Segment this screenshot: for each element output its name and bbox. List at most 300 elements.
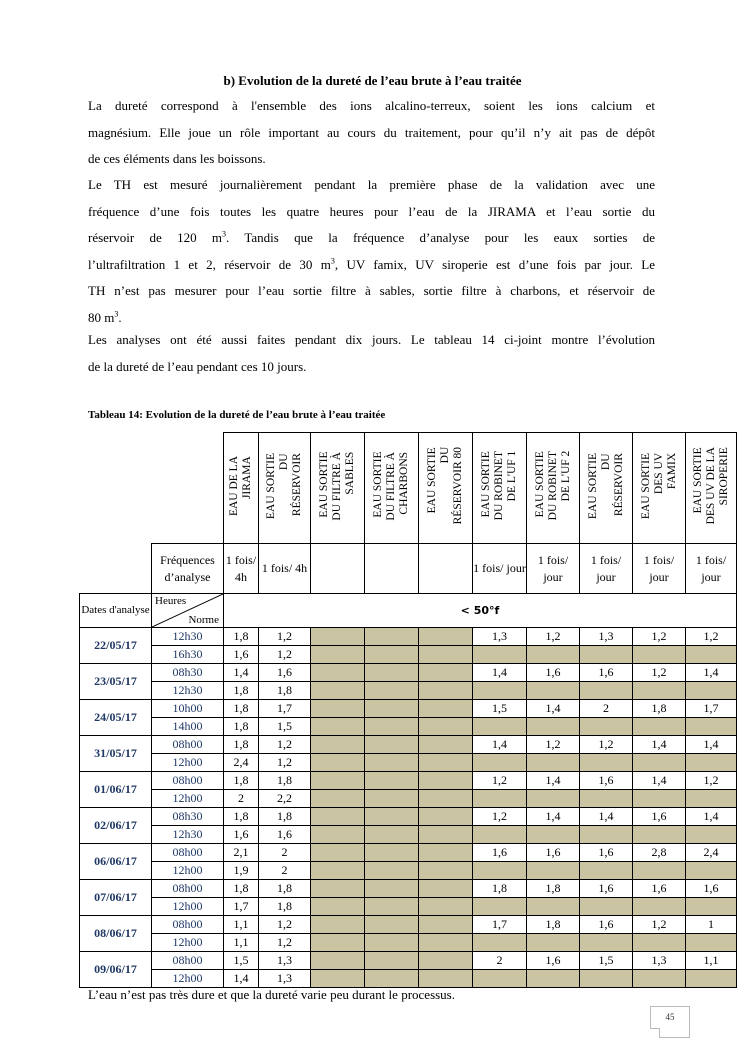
- paragraph-1: [88, 93, 655, 173]
- shaded-cell: [633, 898, 686, 916]
- value-cell: 1,2: [633, 628, 686, 646]
- shaded-cell: [365, 754, 419, 772]
- date-cell: 22/05/17: [80, 628, 152, 664]
- value-cell: 1,1: [224, 916, 259, 934]
- value-cell: 1,2: [633, 916, 686, 934]
- value-cell: 1,2: [527, 736, 580, 754]
- shaded-cell: [633, 754, 686, 772]
- shaded-cell: [365, 952, 419, 970]
- value-cell: 2,4: [686, 844, 737, 862]
- shaded-cell: [365, 826, 419, 844]
- value-cell: 1,7: [259, 700, 311, 718]
- value-cell: 1,6: [580, 880, 633, 898]
- value-cell: 1,6: [686, 880, 737, 898]
- shaded-cell: [311, 700, 365, 718]
- shaded-cell: [365, 880, 419, 898]
- shaded-cell: [419, 934, 473, 952]
- column-header-label: EAU SORTIE DU RÉSERVOIR 80: [426, 447, 464, 525]
- shaded-cell: [633, 934, 686, 952]
- hour-cell: 12h00: [152, 970, 224, 988]
- column-header: [224, 433, 259, 544]
- value-cell: 1,4: [686, 736, 737, 754]
- shaded-cell: [580, 718, 633, 736]
- hour-cell: 12h00: [152, 934, 224, 952]
- shaded-cell: [580, 754, 633, 772]
- table-row: [80, 844, 737, 862]
- shaded-cell: [527, 826, 580, 844]
- shaded-cell: [686, 934, 737, 952]
- value-cell: 1,8: [259, 898, 311, 916]
- table-row: [80, 718, 737, 736]
- shaded-cell: [419, 754, 473, 772]
- shaded-cell: [419, 700, 473, 718]
- table-row: [80, 970, 737, 988]
- shaded-cell: [580, 790, 633, 808]
- frequency-cell: 1 fois/ jour: [527, 544, 580, 594]
- hour-cell: 08h00: [152, 844, 224, 862]
- hour-cell: 12h30: [152, 682, 224, 700]
- shaded-cell: [419, 628, 473, 646]
- column-header-label: EAU DE LA JIRAMA: [228, 455, 253, 517]
- value-cell: 1,8: [224, 628, 259, 646]
- value-cell: 1,5: [580, 952, 633, 970]
- shaded-cell: [473, 790, 527, 808]
- value-cell: 1,8: [224, 772, 259, 790]
- shaded-cell: [580, 898, 633, 916]
- value-cell: 1,2: [580, 736, 633, 754]
- shaded-cell: [633, 646, 686, 664]
- value-cell: 1,2: [527, 628, 580, 646]
- value-cell: 1,2: [633, 664, 686, 682]
- hour-cell: 08h00: [152, 916, 224, 934]
- value-cell: 1,8: [224, 718, 259, 736]
- value-cell: 1,4: [633, 772, 686, 790]
- text-line: La dureté correspond à l'ensemble des ions alcalino-terreux, soient les ions calcium et: [88, 98, 655, 113]
- shaded-cell: [527, 682, 580, 700]
- value-cell: 1,6: [633, 880, 686, 898]
- value-cell: 1,6: [224, 826, 259, 844]
- shaded-cell: [473, 970, 527, 988]
- shaded-cell: [365, 682, 419, 700]
- shaded-cell: [311, 790, 365, 808]
- date-cell: 06/06/17: [80, 844, 152, 880]
- date-cell: 23/05/17: [80, 664, 152, 700]
- hour-cell: 08h00: [152, 772, 224, 790]
- text-line: Le TH est mesuré journalièrement pendant la première phase de la validation avec une: [88, 177, 655, 192]
- shaded-cell: [633, 682, 686, 700]
- table-row: [80, 646, 737, 664]
- shaded-cell: [311, 934, 365, 952]
- value-cell: 1,2: [259, 628, 311, 646]
- column-header-label: EAU SORTIE DU ROBINET DE L'UF 2: [533, 451, 572, 521]
- hour-cell: 12h30: [152, 826, 224, 844]
- value-cell: 1,8: [473, 880, 527, 898]
- value-cell: 1,1: [686, 952, 737, 970]
- frequency-cell: 1 fois/ 4h: [224, 544, 259, 594]
- value-cell: 1,8: [259, 808, 311, 826]
- value-cell: 1,9: [224, 862, 259, 880]
- date-cell: 09/06/17: [80, 952, 152, 988]
- hour-cell: 08h30: [152, 664, 224, 682]
- value-cell: 1,8: [259, 772, 311, 790]
- heures-label: Heures: [155, 595, 187, 607]
- value-cell: 1,2: [259, 736, 311, 754]
- table-row: [80, 808, 737, 826]
- dates-header: Dates d'analyse: [80, 594, 152, 628]
- shaded-cell: [311, 772, 365, 790]
- frequency-cell: 1 fois/ jour: [580, 544, 633, 594]
- shaded-cell: [365, 970, 419, 988]
- shaded-cell: [527, 898, 580, 916]
- value-cell: 1,5: [473, 700, 527, 718]
- text-line: TH n’est pas mesurer pour l’eau sortie filtre à sables, sortie filtre à charbons, et réservoir de: [88, 283, 655, 298]
- shaded-cell: [473, 718, 527, 736]
- value-cell: 1,6: [259, 826, 311, 844]
- shaded-cell: [365, 934, 419, 952]
- shaded-cell: [365, 718, 419, 736]
- value-cell: 2: [259, 862, 311, 880]
- table-row: [80, 916, 737, 934]
- text-line: 80 $m^3$.: [88, 309, 122, 325]
- column-header: [419, 433, 473, 544]
- shaded-cell: [311, 916, 365, 934]
- value-cell: 1,8: [259, 880, 311, 898]
- table-row: [80, 790, 737, 808]
- shaded-cell: [419, 898, 473, 916]
- shaded-cell: [311, 808, 365, 826]
- empty-cell: [80, 544, 152, 594]
- column-header-label: EAU SORTIE DES UV DE LA SIROPERIE: [691, 447, 730, 525]
- date-cell: 24/05/17: [80, 700, 152, 736]
- column-header: [259, 433, 311, 544]
- value-cell: 1,8: [527, 916, 580, 934]
- shaded-cell: [311, 736, 365, 754]
- column-header: [686, 433, 737, 544]
- value-cell: 2,4: [224, 754, 259, 772]
- shaded-cell: [419, 826, 473, 844]
- value-cell: 2: [473, 952, 527, 970]
- frequency-cell: [419, 544, 473, 594]
- hour-cell: 10h00: [152, 700, 224, 718]
- column-header-label: EAU SORTIE DU ROBINET DE L'UF 1: [480, 451, 518, 521]
- value-cell: 1,2: [473, 772, 527, 790]
- value-cell: 1,2: [259, 754, 311, 772]
- shaded-cell: [419, 736, 473, 754]
- shaded-cell: [311, 646, 365, 664]
- value-cell: 1,8: [224, 736, 259, 754]
- hardness-table: [79, 432, 737, 988]
- table-caption: Tableau 14: Evolution de la dureté de l’eau brute à l’eau traitée: [88, 409, 386, 421]
- shaded-cell: [365, 790, 419, 808]
- hour-cell: 12h00: [152, 862, 224, 880]
- shaded-cell: [686, 862, 737, 880]
- shaded-cell: [633, 970, 686, 988]
- column-header: [365, 433, 419, 544]
- value-cell: 1,4: [633, 736, 686, 754]
- value-cell: 1,3: [580, 628, 633, 646]
- shaded-cell: [527, 646, 580, 664]
- shaded-cell: [580, 646, 633, 664]
- hour-cell: 08h00: [152, 952, 224, 970]
- value-cell: 1,5: [224, 952, 259, 970]
- value-cell: 2,2: [259, 790, 311, 808]
- shaded-cell: [311, 898, 365, 916]
- hour-cell: 12h00: [152, 754, 224, 772]
- value-cell: 1,8: [259, 682, 311, 700]
- table-row: [80, 898, 737, 916]
- shaded-cell: [365, 664, 419, 682]
- value-cell: 1,3: [259, 970, 311, 988]
- paragraph-3: [88, 327, 655, 380]
- shaded-cell: [311, 880, 365, 898]
- shaded-cell: [527, 862, 580, 880]
- hour-cell: 08h30: [152, 808, 224, 826]
- shaded-cell: [527, 754, 580, 772]
- shaded-cell: [419, 808, 473, 826]
- shaded-cell: [633, 826, 686, 844]
- value-cell: 1,6: [224, 646, 259, 664]
- shaded-cell: [473, 646, 527, 664]
- value-cell: 1,8: [224, 700, 259, 718]
- shaded-cell: [580, 934, 633, 952]
- shaded-cell: [686, 790, 737, 808]
- shaded-cell: [473, 826, 527, 844]
- value-cell: 1,4: [527, 772, 580, 790]
- column-header: [473, 433, 527, 544]
- text-line: Les analyses ont été aussi faites pendant dix jours. Le tableau 14 ci-joint montre l’évolution: [88, 332, 655, 347]
- value-cell: 1,4: [527, 700, 580, 718]
- shaded-cell: [633, 790, 686, 808]
- shaded-cell: [311, 970, 365, 988]
- shaded-cell: [419, 916, 473, 934]
- value-cell: 1,4: [224, 970, 259, 988]
- value-cell: 2: [224, 790, 259, 808]
- date-cell: 07/06/17: [80, 880, 152, 916]
- frequency-cell: 1 fois/ jour: [633, 544, 686, 594]
- frequency-row: [80, 544, 737, 594]
- column-header: [311, 433, 365, 544]
- value-cell: 1,6: [580, 844, 633, 862]
- value-cell: 1,4: [224, 664, 259, 682]
- value-cell: 1,4: [686, 808, 737, 826]
- text-line: de ces éléments dans les boissons.: [88, 151, 266, 166]
- shaded-cell: [365, 736, 419, 754]
- shaded-cell: [686, 718, 737, 736]
- shaded-cell: [365, 916, 419, 934]
- value-cell: 1,6: [633, 808, 686, 826]
- shaded-cell: [419, 844, 473, 862]
- value-cell: 1,6: [580, 916, 633, 934]
- norm-value: < 50°f: [224, 594, 737, 628]
- value-cell: 2,1: [224, 844, 259, 862]
- column-header-label: EAU SORTIE DU FILTRE À SABLES: [318, 451, 356, 521]
- shaded-cell: [419, 772, 473, 790]
- value-cell: 1,3: [633, 952, 686, 970]
- shaded-cell: [365, 628, 419, 646]
- shaded-cell: [311, 826, 365, 844]
- shaded-cell: [527, 790, 580, 808]
- shaded-cell: [473, 934, 527, 952]
- value-cell: 1: [686, 916, 737, 934]
- value-cell: 1,7: [473, 916, 527, 934]
- shaded-cell: [686, 826, 737, 844]
- frequency-cell: [365, 544, 419, 594]
- shaded-cell: [527, 718, 580, 736]
- shaded-cell: [419, 970, 473, 988]
- column-header: [527, 433, 580, 544]
- table-row: [80, 664, 737, 682]
- text-line: l’ultrafiltration 1 et 2, réservoir de 30 $m^3$, UV famix, UV siroperie est d’une fois par jour. Le: [88, 256, 655, 272]
- norm-row: [80, 594, 737, 628]
- shaded-cell: [311, 682, 365, 700]
- value-cell: 1,6: [473, 844, 527, 862]
- value-cell: 1,6: [580, 664, 633, 682]
- value-cell: 1,3: [259, 952, 311, 970]
- value-cell: 1,8: [224, 880, 259, 898]
- table-row: [80, 826, 737, 844]
- date-cell: 01/06/17: [80, 772, 152, 808]
- table-row: [80, 628, 737, 646]
- shaded-cell: [311, 628, 365, 646]
- shaded-cell: [419, 790, 473, 808]
- column-header-label: EAU SORTIE DU RÉSERVOIR: [586, 452, 625, 520]
- table-row: [80, 772, 737, 790]
- shaded-cell: [365, 844, 419, 862]
- shaded-cell: [580, 682, 633, 700]
- shaded-cell: [311, 952, 365, 970]
- hour-cell: 12h00: [152, 790, 224, 808]
- value-cell: 1,4: [473, 736, 527, 754]
- hour-cell: 14h00: [152, 718, 224, 736]
- shaded-cell: [527, 934, 580, 952]
- empty-corner: [80, 433, 224, 544]
- shaded-cell: [633, 862, 686, 880]
- shaded-cell: [419, 718, 473, 736]
- frequency-cell: 1 fois/ jour: [686, 544, 737, 594]
- table-row: [80, 682, 737, 700]
- shaded-cell: [311, 718, 365, 736]
- shaded-cell: [419, 664, 473, 682]
- value-cell: 2: [580, 700, 633, 718]
- table-row: [80, 934, 737, 952]
- text-line: fréquence d’une fois toutes les quatre heures pour l’eau de la JIRAMA et l’eau sortie du: [88, 203, 655, 219]
- shaded-cell: [365, 646, 419, 664]
- shaded-cell: [311, 664, 365, 682]
- shaded-cell: [419, 682, 473, 700]
- column-header-label: EAU SORTIE DU FILTRE À CHARBONS: [372, 451, 410, 521]
- value-cell: 1,8: [633, 700, 686, 718]
- value-cell: 1,2: [473, 808, 527, 826]
- value-cell: 1,2: [686, 772, 737, 790]
- shaded-cell: [311, 754, 365, 772]
- shaded-cell: [419, 646, 473, 664]
- shaded-cell: [527, 970, 580, 988]
- shaded-cell: [419, 862, 473, 880]
- table-row: [80, 862, 737, 880]
- frequency-cell: [311, 544, 365, 594]
- value-cell: 1,8: [527, 880, 580, 898]
- value-cell: 1,6: [527, 952, 580, 970]
- value-cell: 1,8: [224, 808, 259, 826]
- value-cell: 1,2: [259, 934, 311, 952]
- table-row: [80, 880, 737, 898]
- hour-cell: 08h00: [152, 736, 224, 754]
- hour-cell: 08h00: [152, 880, 224, 898]
- closing-text: L’eau n’est pas très dure et que la dureté varie peu durant le processus.: [88, 987, 455, 1002]
- frequency-cell: 1 fois/ jour: [473, 544, 527, 594]
- value-cell: 1,8: [224, 682, 259, 700]
- shaded-cell: [686, 754, 737, 772]
- shaded-cell: [633, 718, 686, 736]
- column-header-label: EAU SORTIE DU RÉSERVOIR: [265, 452, 303, 520]
- date-cell: 02/06/17: [80, 808, 152, 844]
- value-cell: 1,2: [259, 646, 311, 664]
- section-title: b) Evolution de la dureté de l’eau brute à l’eau traitée: [223, 73, 522, 88]
- shaded-cell: [365, 898, 419, 916]
- value-cell: 1,1: [224, 934, 259, 952]
- shaded-cell: [473, 898, 527, 916]
- shaded-cell: [311, 862, 365, 880]
- table-row: [80, 754, 737, 772]
- shaded-cell: [473, 682, 527, 700]
- shaded-cell: [473, 754, 527, 772]
- hour-cell: 16h30: [152, 646, 224, 664]
- column-header-label: EAU SORTIE DES UV FAMIX: [639, 452, 678, 520]
- shaded-cell: [686, 970, 737, 988]
- shaded-cell: [419, 952, 473, 970]
- value-cell: 1,4: [527, 808, 580, 826]
- date-cell: 08/06/17: [80, 916, 152, 952]
- header-row: [80, 433, 737, 544]
- value-cell: 1,7: [686, 700, 737, 718]
- paragraph-2: [88, 172, 655, 331]
- hour-cell: 12h00: [152, 898, 224, 916]
- shaded-cell: [311, 844, 365, 862]
- table-row: [80, 700, 737, 718]
- hour-cell: 12h30: [152, 628, 224, 646]
- shaded-cell: [473, 862, 527, 880]
- shaded-cell: [686, 646, 737, 664]
- heures-norme-cell: [152, 594, 224, 628]
- value-cell: 1,6: [527, 844, 580, 862]
- text-line: réservoir de 120 $m^3$. Tandis que la fréquence d’analyse pour les eaux sorties de: [88, 229, 655, 245]
- shaded-cell: [686, 898, 737, 916]
- value-cell: 1,7: [224, 898, 259, 916]
- value-cell: 1,5: [259, 718, 311, 736]
- value-cell: 1,6: [580, 772, 633, 790]
- column-header: [580, 433, 633, 544]
- value-cell: 1,3: [473, 628, 527, 646]
- shaded-cell: [365, 700, 419, 718]
- frequency-cell: 1 fois/ 4h: [259, 544, 311, 594]
- shaded-cell: [365, 772, 419, 790]
- value-cell: 1,2: [259, 916, 311, 934]
- page-number: 45: [650, 1006, 690, 1038]
- shaded-cell: [365, 808, 419, 826]
- value-cell: 1,6: [259, 664, 311, 682]
- text-line: de la dureté de l’eau pendant ces 10 jours.: [88, 358, 307, 374]
- value-cell: 2: [259, 844, 311, 862]
- text-line: magnésium. Elle joue un rôle important au cours du traitement, pour qu’il n’y ait pas de dépôt: [88, 124, 655, 140]
- shaded-cell: [580, 826, 633, 844]
- value-cell: 1,4: [473, 664, 527, 682]
- shaded-cell: [365, 862, 419, 880]
- value-cell: 1,6: [527, 664, 580, 682]
- value-cell: 1,4: [686, 664, 737, 682]
- norme-label: Norme: [188, 614, 219, 626]
- frequency-label: Fréquences d’analyse: [152, 544, 224, 594]
- table-row: [80, 952, 737, 970]
